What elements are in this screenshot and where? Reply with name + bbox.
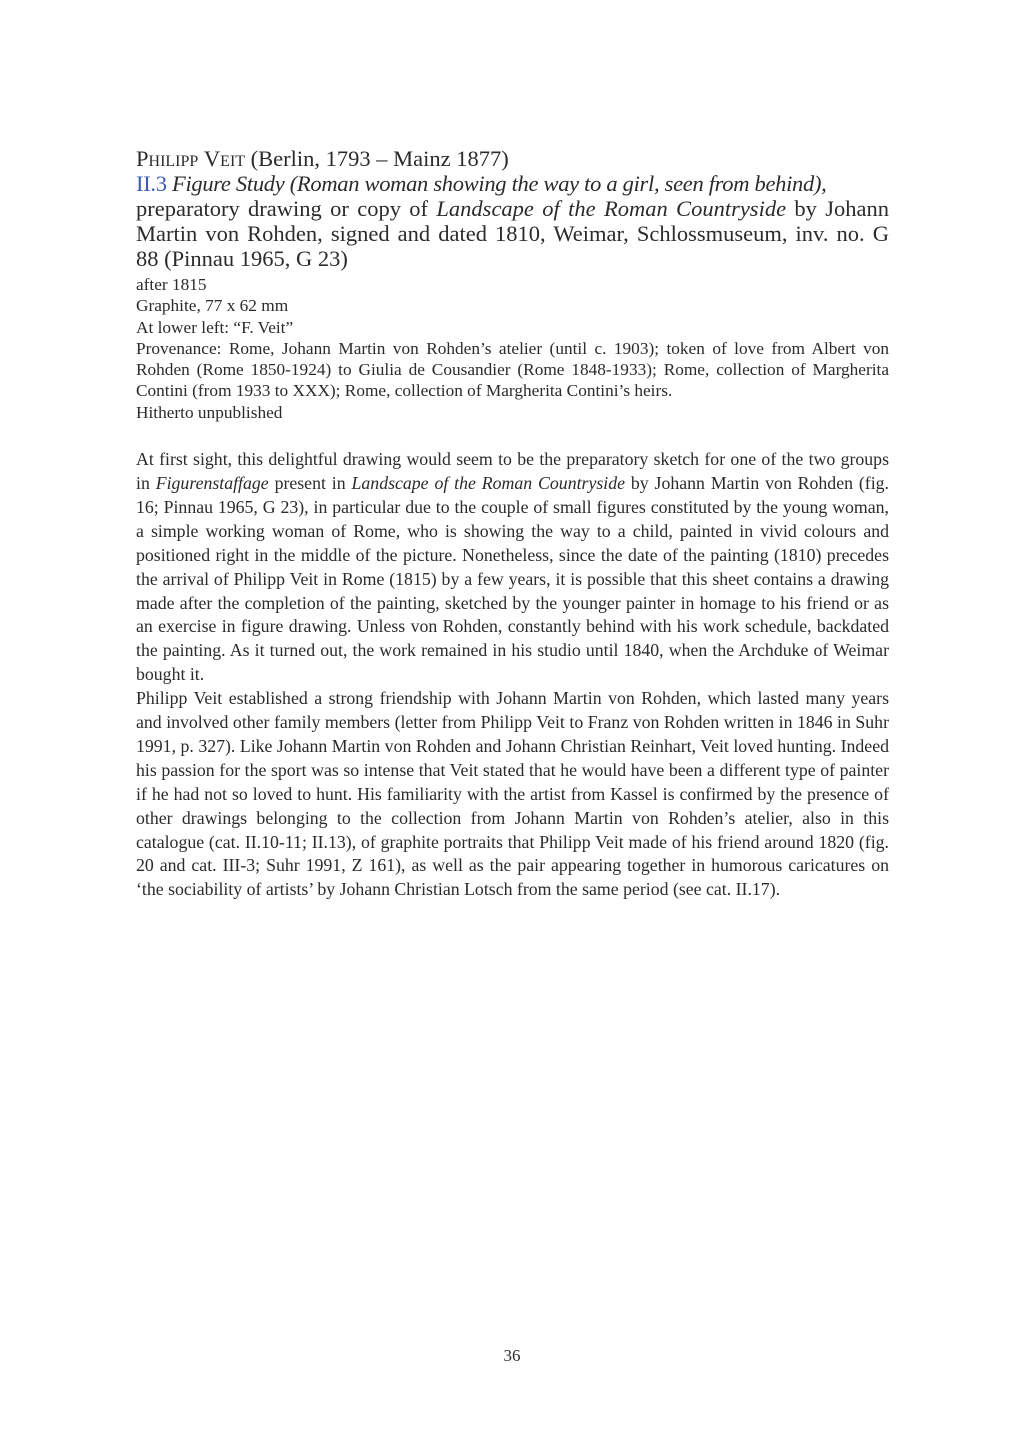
painting-title: Landscape of the Roman Countryside: [351, 472, 625, 493]
painting-title: Landscape of the Roman Countryside: [436, 196, 787, 221]
paragraph-text: At first sight, this delightful drawing would seem to be the preparatory sketch for one of the two groups in: [136, 449, 889, 493]
entry-title-line: [136, 171, 889, 196]
entry-publication: Hitherto unpublished: [136, 402, 283, 422]
artist-line: [136, 146, 889, 171]
paragraph-text: present in: [274, 472, 346, 493]
page-number: 36: [503, 1346, 521, 1365]
entry-metadata: [136, 274, 889, 423]
artist-last-name: Veit: [203, 146, 246, 171]
italic-term: Figurenstaffage: [155, 472, 269, 493]
entry-date: after 1815: [136, 275, 207, 294]
title-suffix: ,: [821, 171, 827, 196]
entry-description: [136, 196, 889, 271]
entry-body: [136, 448, 889, 902]
catalogue-page: [136, 146, 889, 902]
description-text-continued: by Johann Martin von Rohden, signed and dated 1810, Weimar, Schlossmuseum, inv. no. G 88 (Pinnau 1965, G 23): [136, 196, 890, 271]
catalogue-number: II.3: [136, 171, 167, 196]
body-paragraph-1: [136, 448, 889, 687]
artist-dates: (Berlin, 1793 – Mainz 1877): [250, 146, 509, 171]
entry-medium: Graphite, 77 x 62 mm: [136, 296, 289, 316]
artist-first-name: Philipp: [136, 146, 199, 171]
entry-header: [136, 146, 889, 271]
entry-inscription: At lower left: “F. Veit”: [136, 317, 294, 337]
body-paragraph-2: Philipp Veit established a strong friendship with Johann Martin von Rohden, which lasted many years and involved other family members (letter from Philipp Veit to Franz von Rohden written in 1846 in Suhr 1991, p. 327). Like Johann Martin von Rohden and Johann Christian Reinhart, Veit loved hunting. Indeed his passion for the sport was so intense that Veit stated that he would have been a different type of painter if he had not so loved to hunt. His familiarity with the artist from Kassel is confirmed by the presence of other drawings belonging to the collection from Johann Martin von Rohden’s atelier, also in this catalogue (cat. II.10-11; II.13), of graphite portraits that Philipp Veit made of his friend around 1820 (fig. 20 and cat. III-3; Suhr 1991, Z 161), as well as the pair appearing together in humorous caricatures on ‘the sociability of artists’ by Johann Christian Lotsch from the same period (see cat. II.17).: [136, 688, 889, 900]
entry-title: Figure Study (Roman woman showing the way to a girl, seen from behind): [172, 171, 822, 196]
paragraph-text: by Johann Martin von Rohden (fig. 16; Pinnau 1965, G 23), in particular due to the couple of small figures constituted by the young woman, a simple working woman of Rome, who is showing the way to a child, painted in vivid colours and positioned right in the middle of the picture. Nonetheless, since the date of the painting (1810) precedes the arrival of Philipp Veit in Rome (1815) by a few years, it is possible that this sheet contains a drawing made after the completion of the painting, sketched by the younger painter in homage to his friend or as an exercise in figure drawing. Unless von Rohden, constantly behind with his work schedule, backdated the painting. As it turned out, the work remained in his studio until 1840, when the Archduke of Weimar bought it.: [136, 472, 889, 685]
entry-provenance: Provenance: Rome, Johann Martin von Rohden’s atelier (until c. 1903); token of love from Albert von Rohden (Rome 1850-1924) to Giulia de Cousandier (Rome 1848-1933); Rome, collection of Margherita Contini (from 1933 to XXX); Rome, collection of Margherita Contini’s heirs.: [136, 338, 889, 401]
description-text: preparatory drawing or copy of: [136, 196, 429, 221]
